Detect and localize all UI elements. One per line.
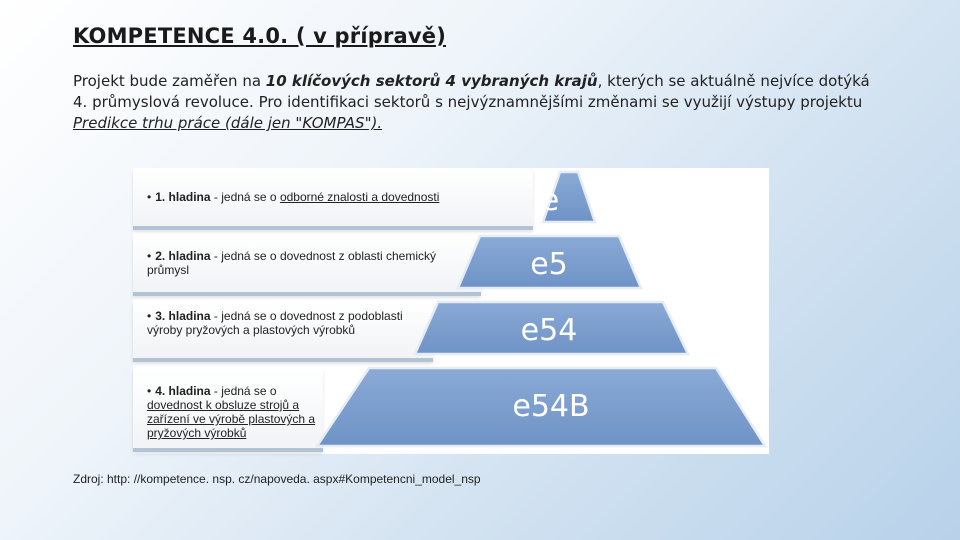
source-citation: Zdroj: http: //kompetence. nsp. cz/napoveda. aspx#Kompetencni_model_nsp bbox=[73, 472, 481, 486]
pyramid-graphic bbox=[133, 168, 769, 454]
pyramid-label-1: e bbox=[540, 183, 560, 218]
pyramid-label-3: e54 bbox=[520, 313, 578, 348]
slide-title: KOMPETENCE 4.0. ( v přípravě) bbox=[73, 24, 447, 48]
level-3-text: • 3. hladina - jedná se o dovednost z podoblasti výroby pryžových a plastových výrobků bbox=[147, 309, 403, 337]
competence-pyramid-figure bbox=[133, 168, 769, 454]
intro-paragraph bbox=[73, 71, 873, 134]
level-4-text: • 4. hladina - jedná se o dovednost k obsluze strojů a zařízení ve výrobě plastových a pryžových výrobků bbox=[147, 384, 316, 440]
level-2-text: • 2. hladina - jedná se o dovednost z oblasti chemický průmysl bbox=[147, 249, 437, 277]
intro-text-1: Projekt bude zaměřen na bbox=[73, 72, 266, 90]
level-1-text: • 1. hladina - jedná se o odborné znalosti a dovednosti bbox=[147, 190, 440, 204]
kompas-link[interactable]: Predikce trhu práce (dále jen "KOMPAS"). bbox=[73, 114, 383, 132]
intro-emphasis: 10 klíčových sektorů 4 vybraných krajů bbox=[265, 72, 598, 90]
pyramid-label-2: e5 bbox=[530, 247, 568, 282]
pyramid-label-4: e54B bbox=[512, 389, 590, 424]
intro-text-2: , kterých se aktuálně nejvíce dotýká 4. průmyslová revoluce. Pro identifikaci sektorů s nejvýznamnějšími změnami se využijí výstupy projektu bbox=[73, 72, 870, 111]
